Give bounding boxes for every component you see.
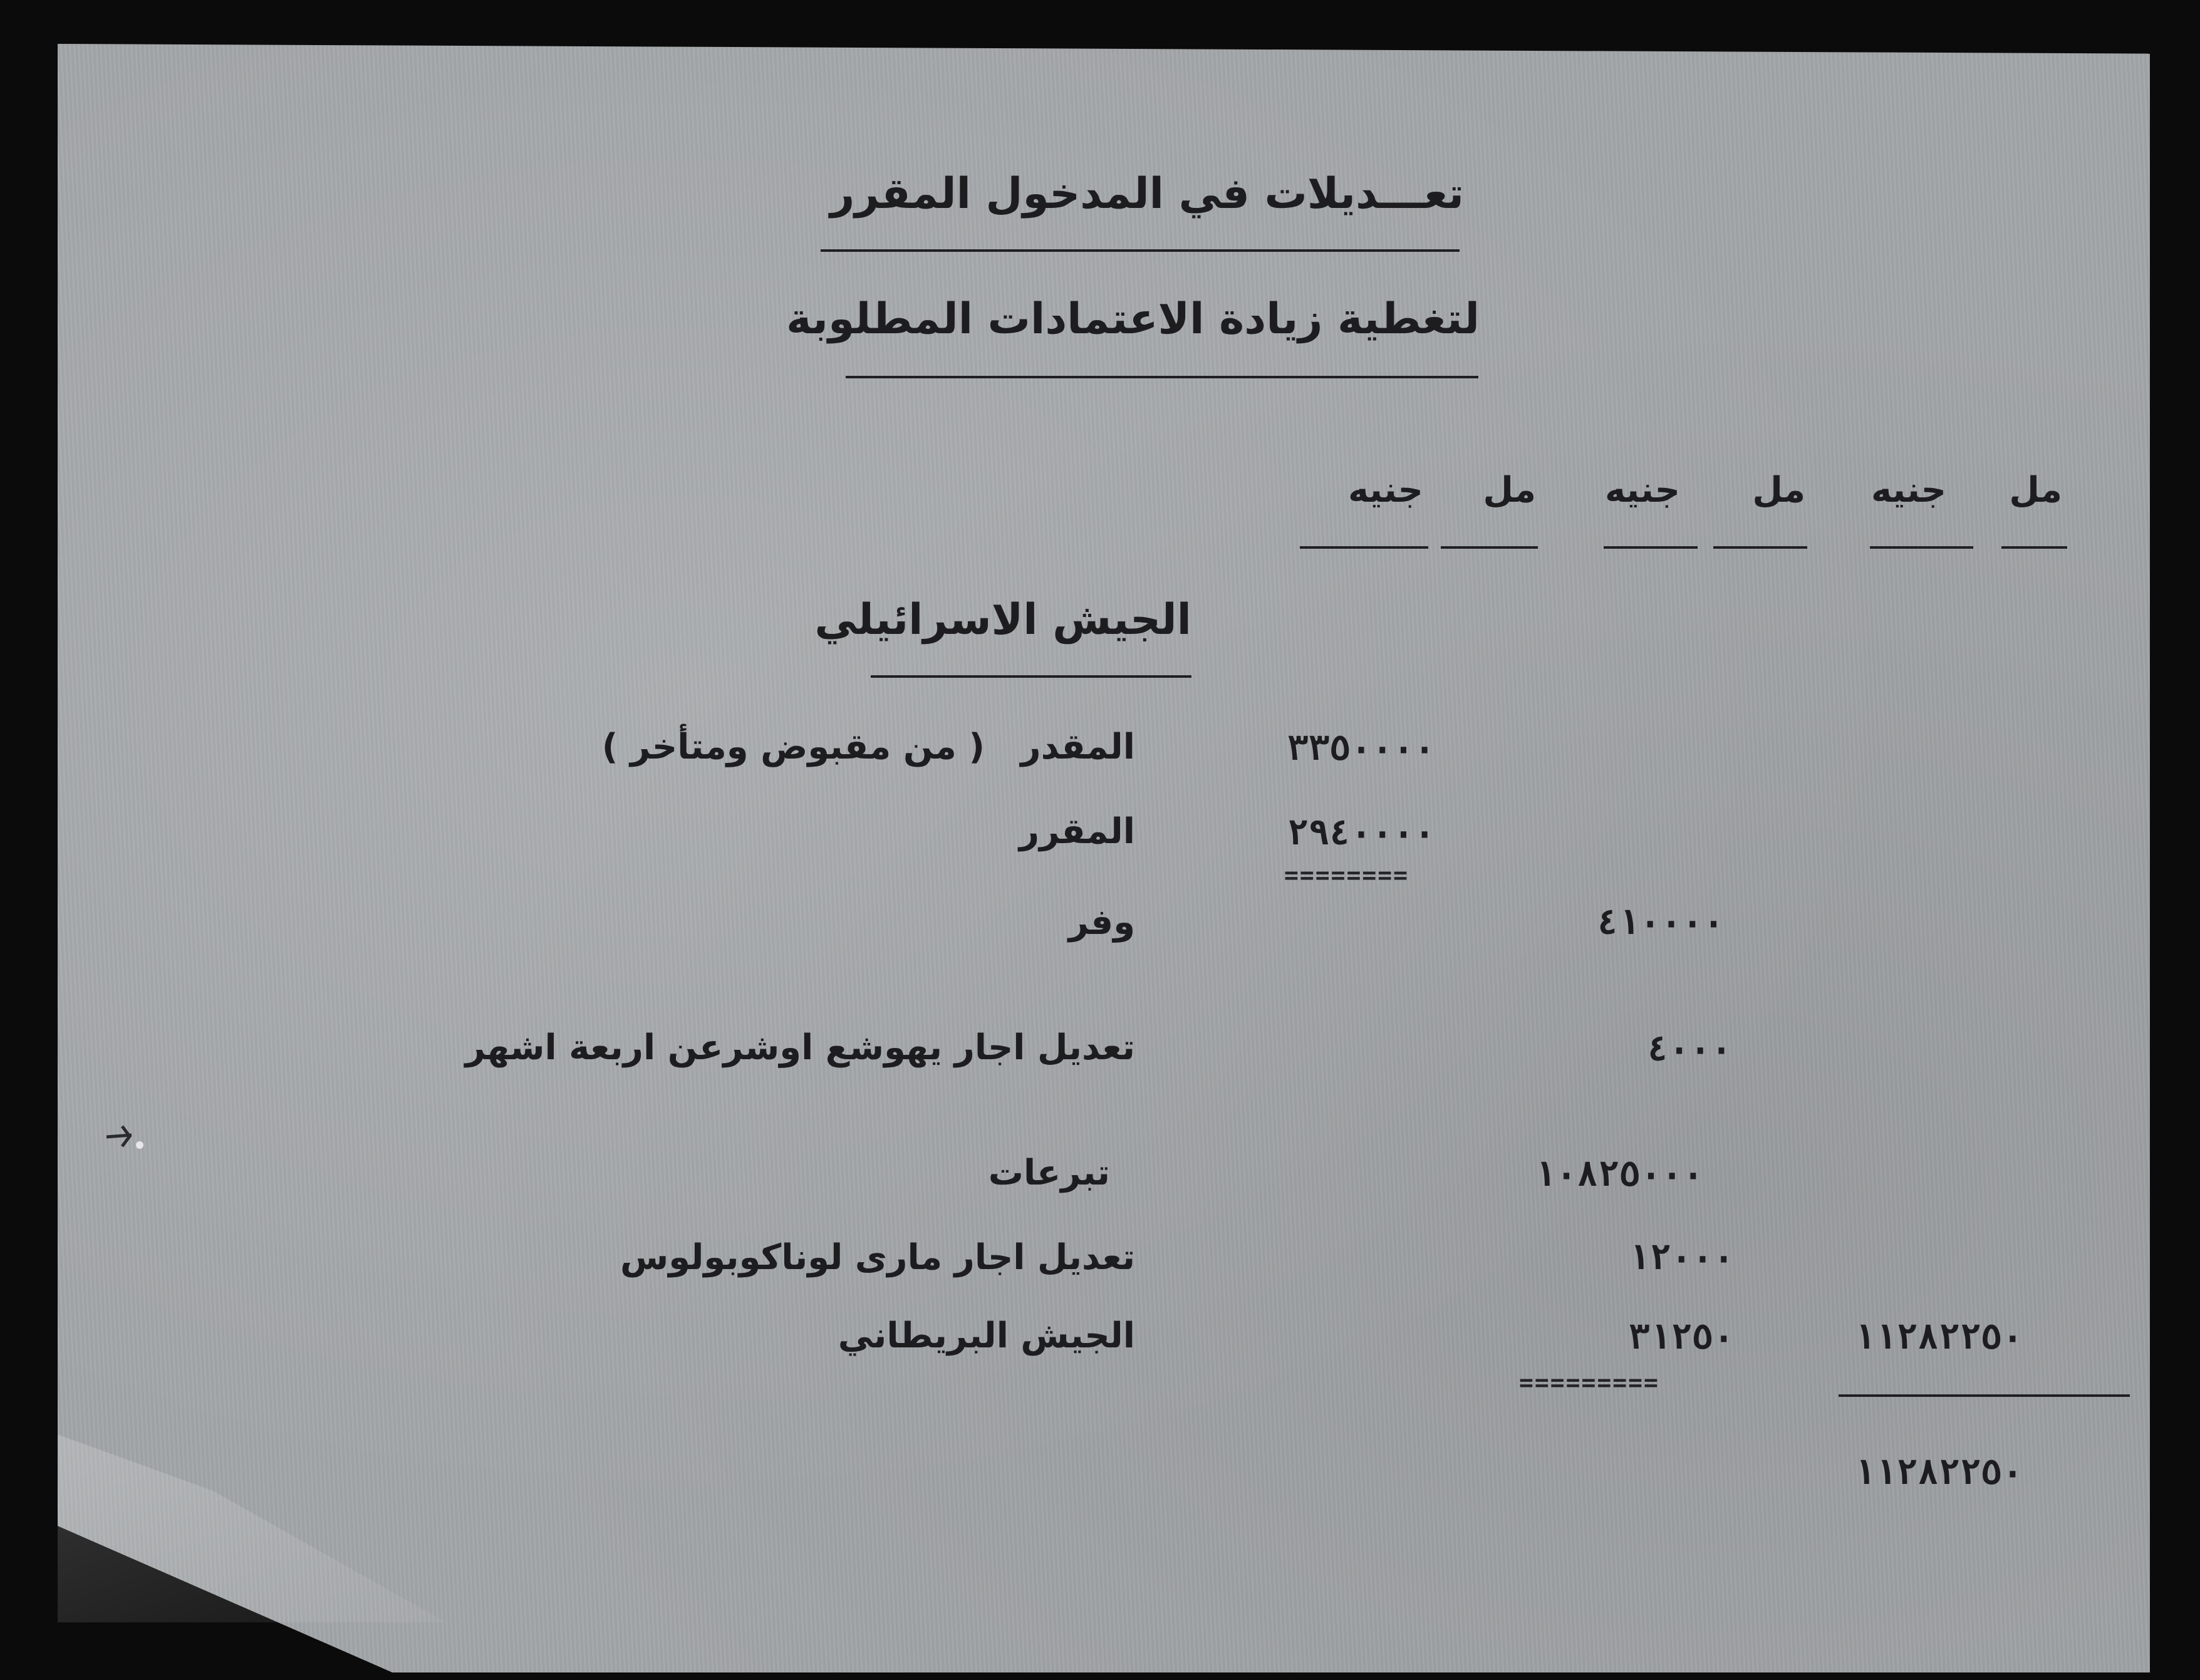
subtitle-underline (846, 376, 1478, 378)
col3-currency: مل (1483, 470, 1536, 511)
row-estimated-value: ٣٣٥٠٠٠٠ (1287, 728, 1436, 769)
section-heading: الجيش الاسرائيلي (814, 595, 1191, 645)
row-saving-value: ٤١٠٠٠٠ (1597, 902, 1725, 943)
row-donations-value: ١٠٨٢٥٠٠٠ (1535, 1154, 1704, 1195)
row-rent-adjustment-2-value: ١٢٠٠٠ (1629, 1237, 1735, 1278)
row-estimated-label: المقدر (1020, 727, 1135, 767)
row-approved-label: المقرر (1019, 811, 1135, 852)
british-army-equals-line: ========= (1519, 1369, 1659, 1396)
title-underline (821, 249, 1460, 252)
row-british-army-value: ٣١٢٥٠ (1629, 1317, 1735, 1357)
section-heading-underline (871, 675, 1191, 678)
margin-mark-icon (103, 1121, 147, 1153)
row-rent-adjustment-1-label: تعديل اجار يهوشع اوشرعن اربعة اشهر (465, 1027, 1135, 1068)
col1-currency: مل (2009, 470, 2062, 511)
row-saving-label: وفر (1068, 902, 1135, 943)
row-donations-label: تبرعات (988, 1153, 1110, 1193)
col2-currency: مل (1752, 470, 1805, 511)
col3-currency-underline (1441, 546, 1538, 549)
col1-unit: جنيه (1871, 470, 1946, 511)
total-underline (1839, 1394, 2130, 1397)
col1-unit-underline (1870, 546, 1973, 549)
row-estimated-note: ( من مقبوض ومتأخر ) (601, 727, 985, 767)
document-subtitle: لتغطية زيادة الاعتمادات المطلوبة (786, 294, 1480, 344)
row-rent-adjustment-1-value: ٤٠٠٠ (1647, 1029, 1732, 1069)
paper-sheet (58, 44, 2150, 1672)
row-british-army-label: الجيش البريطاني (838, 1315, 1135, 1356)
grand-total-value: ١١٢٨٢٢٥٠ (1854, 1452, 2023, 1493)
col2-unit-underline (1604, 546, 1698, 549)
row-approved-value: ٢٩٤٠٠٠٠ (1287, 812, 1436, 853)
col3-unit: جنيه (1347, 470, 1423, 511)
row-rent-adjustment-2-label: تعديل اجار مارى لوناكوبولوس (620, 1237, 1135, 1278)
col1-currency-underline (2001, 546, 2067, 549)
row-british-army-total: ١١٢٨٢٢٥٠ (1854, 1317, 2023, 1357)
document-title: تعـــديلات في المدخول المقرر (830, 169, 1464, 219)
col3-unit-underline (1300, 546, 1428, 549)
col2-unit: جنيه (1604, 470, 1680, 511)
col2-currency-underline (1713, 546, 1807, 549)
approved-equals-line: ======== (1284, 861, 1409, 889)
